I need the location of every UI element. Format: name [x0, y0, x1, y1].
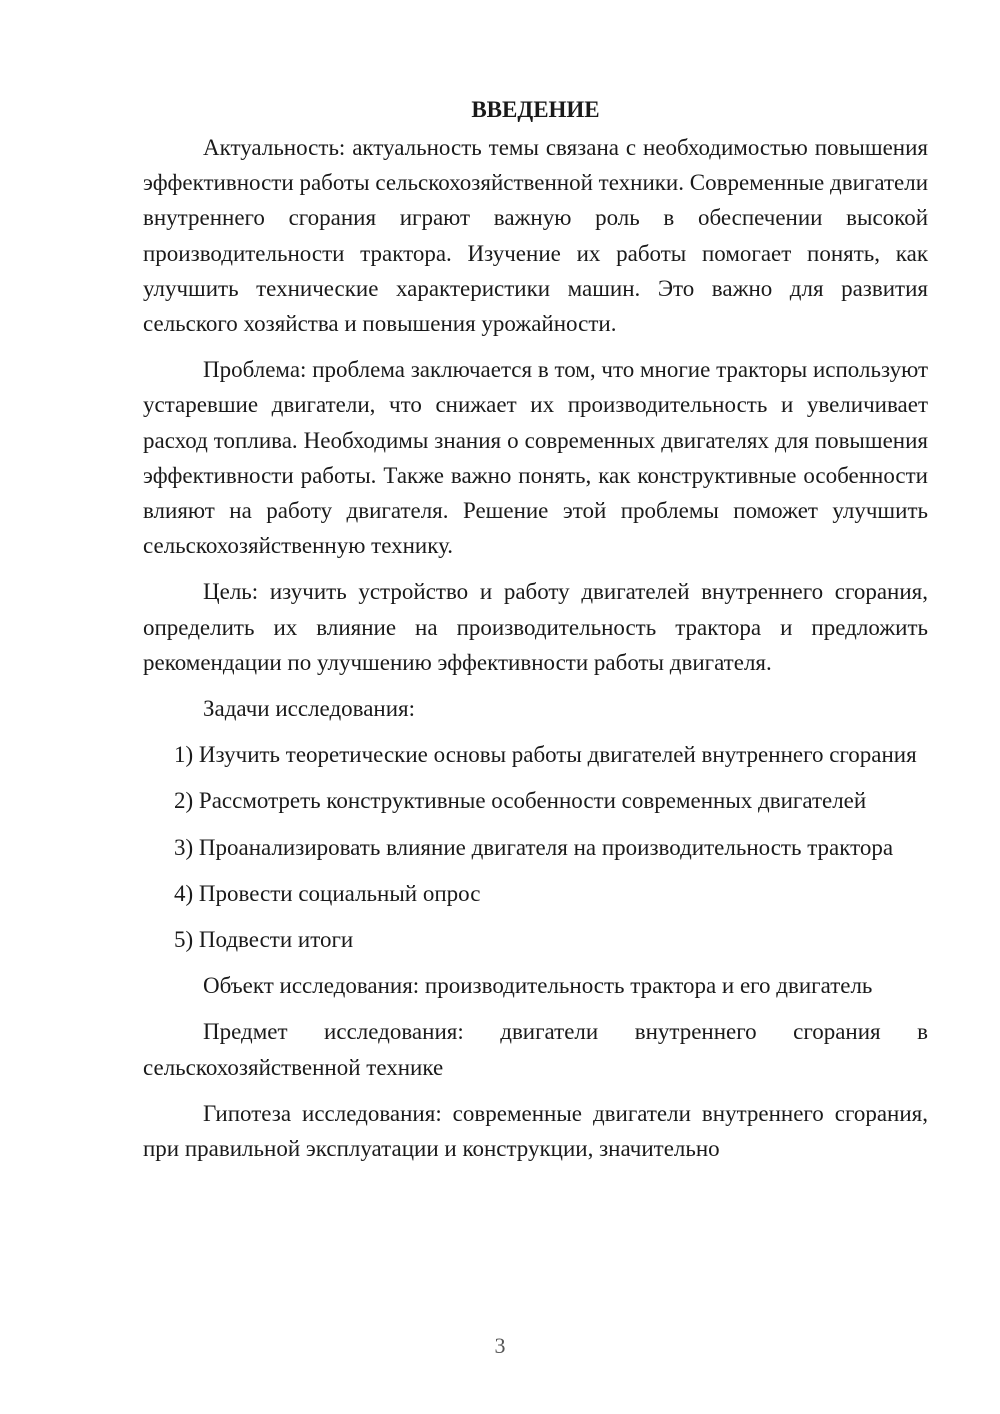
subject-paragraph: Предмет исследования: двигатели внутреннего сгорания в сельскохозяйственной технике — [143, 1019, 928, 1080]
problem-paragraph: Проблема: проблема заключается в том, что многие тракторы используют устаревшие двигатели, что снижает их производительность и увеличивает расход топлива. Необходимы знания о современных двигателях для повышения эффективности работы. Также важно понять, как конструктивные особенности влияют на работу двигателя. Решение этой проблемы поможет улучшить сельскохозяйственную технику. — [143, 357, 928, 559]
tasks-heading-paragraph: Задачи исследования: — [203, 696, 416, 722]
task-item-1: 1) Изучить теоретические основы работы двигателей внутреннего сгорания — [174, 742, 917, 768]
goal-paragraph: Цель: изучить устройство и работу двигателей внутреннего сгорания, определить их влияние на производительность трактора и предложить рекомендации по улучшению эффективности работы двигателя. — [143, 579, 928, 675]
object-paragraph: Объект исследования: производительность трактора и его двигатель — [203, 973, 873, 999]
task-item-4: 4) Провести социальный опрос — [174, 880, 481, 906]
section-heading: ВВЕДЕНИЕ — [471, 97, 600, 122]
relevance-paragraph: Актуальность: актуальность темы связана с необходимостью повышения эффективности работы сельскохозяйственной техники. Современные двигатели внутреннего сгорания играют важную роль в обеспечении высокой производительности трактора. Изучение их работы помогает понять, как улучшить технические характеристики машин. Это важно для развития сельского хозяйства и повышения урожайности. — [143, 135, 928, 337]
task-item-2: 2) Рассмотреть конструктивные особенности современных двигателей — [174, 788, 867, 814]
document-page — [143, 92, 928, 1177]
task-item-3: 3) Проанализировать влияние двигателя на производительность трактора — [174, 834, 894, 860]
task-item-5: 5) Подвести итоги — [174, 927, 354, 953]
page-number: 3 — [494, 1333, 506, 1358]
hypothesis-paragraph: Гипотеза исследования: современные двигатели внутреннего сгорания, при правильной эксплуатации и конструкции, значительно — [143, 1100, 928, 1162]
